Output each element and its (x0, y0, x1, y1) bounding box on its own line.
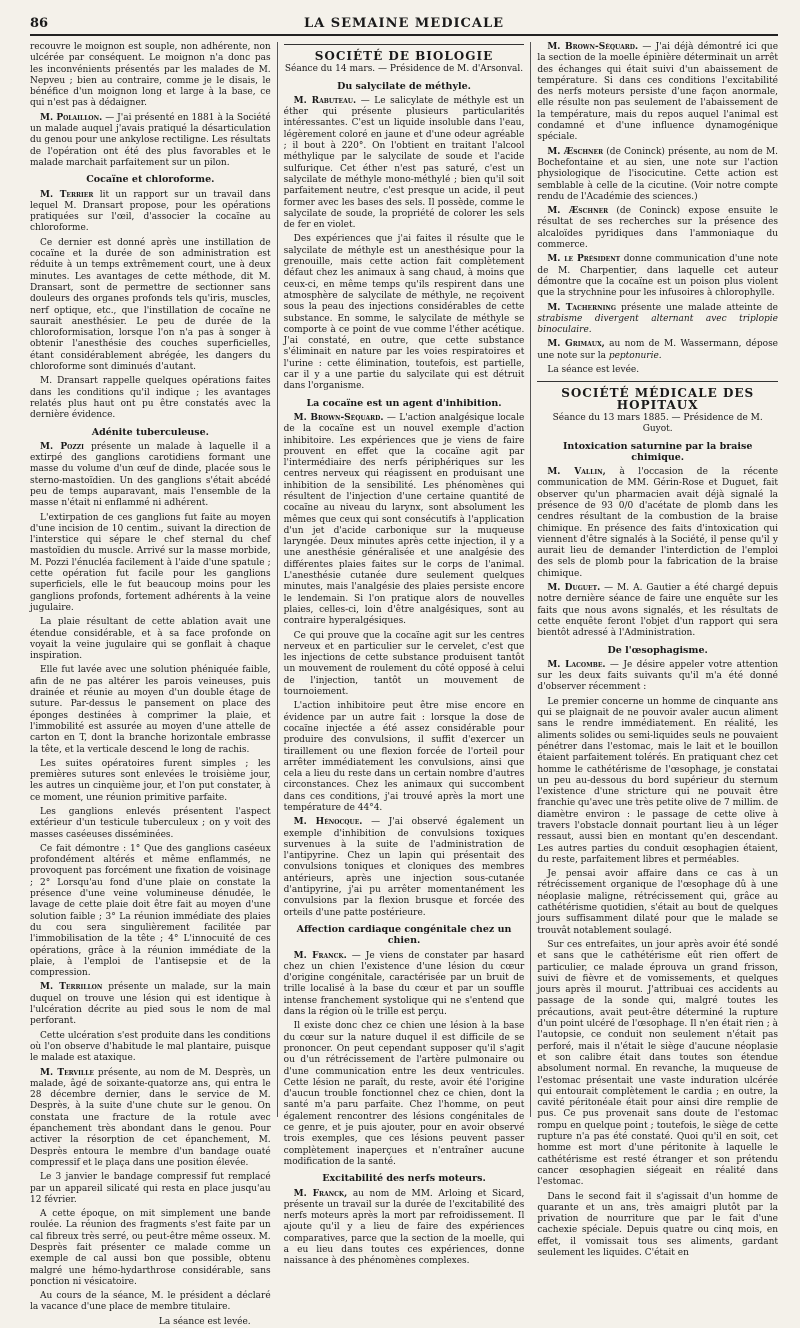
speaker-name: M. Franck, (293, 1188, 348, 1199)
speaker-name: M. Hénocque. (293, 817, 363, 828)
section-heading: Adénite tuberculeuse. (91, 426, 209, 438)
column-2 (283, 42, 525, 1267)
speaker-name: M. Polaillon. (40, 112, 103, 123)
running-header (30, 12, 778, 36)
section-heading: Du salycilate de méthyle. (337, 80, 471, 92)
speaker-text: — Le salicylate de méthyle est un éther qui présente plusieurs particularités intéressantes. C'est un liquide insoluble dans l'eau, légèrement coloré en jaune et d'une odeur agréable ; il bout à 220°. On l'obtient en traitant l'alcool méthylique par le salycilate de soude et l'acide sulfurique. Cet éther n'est pas saturé, c'est un salycilate de méthyle mono-méthylé ; bien qu'il soit parfaitement neutre, c'est presque un acide, il peut former avec les bases des sels. Il possède, comme le salycilate de soude, la propriété de colorer les sels de fer en violet. (283, 95, 525, 231)
society-title: SOCIÉTÉ MÉDICALE DES HOPITAUX (561, 386, 755, 412)
speaker-text: — Je viens de constater par hasard chez un chien l'existence d'une lésion du cœur d'origine congénitale, caractérisée par un bruit de trille localisé à la base du cœur et par un souffle intense franchement systolique qui ne s'entend que dans la région où le trille est perçu. (283, 950, 525, 1018)
paragraph (30, 442, 271, 510)
paragraph: Le premier concerne un homme de cinquante ans qui se plaignait de ne pouvoir avaler aucun aliment sans le rendre immédiatement. En réalité, les aliments solides ou semi-liquides seuls ne pouvaient pénétrer dans l'estomac, mais le lait et le bouillon étaient parfaitement tolérés. En pratiquant chez cet homme le cathétérisme de l'œsophage, je constatai un peu au-dessous du bord supérieur du sternum l'existence d'une stricture qui ne pouvait être franchie qu'avec une très petite olive de 7 millim. de diamètre environ : le passage de cette olive à travers l'obstacle donnait pourtant lieu à un léger ressaut, aussi bien en montant qu'en descendant. Les autres parties du conduit œsophagien étaient, du reste, parfaitement libres et perméables. (537, 696, 779, 865)
speaker-text: présente un malade, sur la main duquel on trouve une lésion qui est identique à l'ulcération décrite au pied sous le nom de mal perforant. (30, 982, 271, 1027)
speaker-name: M. Tacherning (547, 302, 616, 313)
paragraph (537, 147, 778, 203)
paragraph (537, 42, 778, 144)
speaker-text: au nom de MM. Arloing et Sicard, présente un travail sur la durée de l'excitabilité des nerfs moteurs après la mort par refroidissement. Il ajoute qu'il y a lieu de faire des expériences comparatives, parce que la section de la moelle, qui a eu lieu dans toutes ces expériences, donne naissance à des phénomènes complexes. (283, 1188, 525, 1267)
paragraph (537, 303, 778, 337)
speaker-text: au nom de M. Wassermann, dépose une note sur la (537, 339, 779, 361)
column-3 (537, 42, 779, 1258)
speaker-text: — M. A. Gautier a été chargé depuis notre dernière séance de faire une enquête sur les faits que nous avons signalés, et les résultats de cette enquête feront l'objet d'un rapport qui sera bientôt adressé à l'Administration. (537, 583, 779, 639)
speaker-name: M. Pozzi (40, 441, 84, 452)
speaker-name: M. Brown-Séquard. (293, 412, 384, 423)
section-heading: Intoxication saturnine par la braise chimique. (562, 440, 753, 463)
paragraph: Je pensai avoir affaire dans ce cas à un rétrécissement organique de l'œsophage dû à une néoplasie maligne, rétrécissement qui, grâce au cathétérisme quotidien, s'était au bout de quelques jours suffisamment dilaté pour que le malade se trouvât notablement soulagé. (537, 869, 779, 936)
session-info: Séance du 14 mars. — Présidence de M. d'Arsonval. (284, 64, 524, 75)
column-rule (277, 42, 278, 1117)
section-heading: Cocaïne et chloroforme. (86, 174, 215, 186)
section-heading: Excitabilité des nerfs moteurs. (322, 1173, 486, 1185)
paragraph: L'action inhibitoire peut être mise encore en évidence par un autre fait : lorsque la dose de cocaïne injectée a été assez considérable pour produire des convulsions, il suffit d'exercer un tiraillement ou une flexion forcée de l'orteil pour arrêter immédiatement les convulsions, ainsi que cela a lieu du reste dans un certain nombre d'autres circonstances. Chez les animaux qui succombent dans ces conditions, j'ai trouvé après la mort une température de 44°4. (283, 701, 525, 813)
paragraph: Elle fut lavée avec une solution phéniquée faible, afin de ne pas altérer les parois veineuses, puis drainée et réunie au moyen d'un double étage de suture. Par-dessus le pansement on place des éponges destinées à comprimer la plaie, et l'immobilité est assurée au moyen d'une attelle de carton en T, dont la branche horizontale embrasse la tête, et la verticale descend le long de rachis. (30, 665, 271, 755)
speaker-text: présente, au nom de M. Desprès, un malade, âgé de soixante-quatorze ans, qui entra le 28 décembre dernier, dans le service de M. Desprès, à la suite d'une chute sur le genou. On constata une fracture de la rotule avec épanchement très abondant dans le genou. Pour activer la résorption de cet épanchement, M. Desprès entoura le membre d'un bandage ouaté compressif et le plaça dans une position élevée. (30, 1067, 271, 1168)
paragraph: Les ganglions enlevés présentent l'aspect extérieur d'un testicule tuberculeux ; on y voit des masses caséeuses disséminées. (30, 807, 271, 840)
speaker-text: donne communication d'une note de M. Charpentier, dans laquelle cet auteur démontre que la cocaïne est un poison plus violent que la strychnine pour les infusoires à chlorophylle. (537, 254, 779, 299)
paragraph (284, 413, 525, 628)
paragraph (284, 96, 525, 232)
speaker-text: — L'action analgésique locale de la cocaïne est un nouvel exemple d'action inhibitoire. Les expériences que je viens de faire prouvent en effet que la cocaïne agit par l'intermédiaire des nerfs périphériques sur les centres nerveux qui réagissent en produisant une inhibition de la sensibilité. Les phénomènes qui résultent de l'injection d'une certaine quantité de cocaïne au niveau du larynx, sont absolument les mêmes que ceux qui sont consécutifs à l'application d'un jet d'acide carbonique sur la muqueuse laryngée. Deux minutes après cette injection, il y a une anesthésie généralisée et une analgésie des différentes plaies faites sur le corps de l'animal. L'anesthésie cutanée dure seulement quelques minutes, mais l'analgésie des plaies persiste encore le lendemain. Si l'on pratique alors de nouvelles plaies, celles-ci, loin d'être analgésiques, sont au contraire hyperalgésiques. (283, 412, 525, 627)
paragraph (537, 339, 778, 362)
speaker-text: — J'ai déjà démontré ici que la section de la moelle épinière déterminait un arrêt des échanges qui était suivi d'un abaissement de température. Si dans ces conditions l'excitabilité des nerfs moteurs persiste d'une façon anormale, elle résulte non pas seulement de l'abaissement de la température, mais du repos auquel l'animal est condamné et d'une influence dynamogénique spéciale. (537, 42, 779, 143)
paragraph (537, 583, 778, 639)
paragraph (537, 206, 778, 251)
speaker-name: M. Æschner (547, 206, 609, 217)
paragraph: Le 3 janvier le bandage compressif fut remplacé par un appareil silicaté qui resta en place jusqu'au 12 février. (30, 1172, 271, 1205)
speaker-text: (de Coninck) expose ensuite le résultat de ses recherches sur la présence des alcaloïdes pyridiques dans l'ammoniaque du commerce. (537, 206, 779, 251)
speaker-name: M. Æschner (547, 146, 604, 157)
paragraph: Ce dernier est donné après une instillation de cocaïne et la durée de son administration est réduite à un temps extrêmement court, une à deux minutes. Les avantages de cette méthode, dit M. Dransart, sont de permettre de sectionner sans douleurs des organes profonds tels qu'iris, muscles, nerf optique, etc., que l'instillation de cocaïne ne saurait anesthésier. Le peu de durée de la chloroformisation, lorsque l'on n'a pas à songer à obtenir l'anesthésie des couches superficielles, étant considérablement abrégée, les dangers du chloroforme sont diminués d'autant. (30, 237, 271, 373)
speaker-text: à l'occasion de la récente communication de MM. Gérin-Rose et Duguet, fait observer qu'un pharmacien avait déjà signalé la présence de 93 0/0 d'acétate de plomb dans les cendres résultant de la combustion de la braise chimique. En présence des faits d'intoxication qui viennent d'être signalés à la Société, il pense qu'il y aurait lieu de demander l'interdiction de l'emploi des sels de plomb pour la fabrication de la braise chimique. (537, 467, 779, 579)
speaker-name: M. Vallin, (547, 467, 606, 478)
speaker-name: M. Lacombe. (547, 659, 606, 670)
session-closed: La séance est levée. (158, 1316, 251, 1327)
speaker-name: M. Grimaux, (547, 339, 605, 350)
speaker-name: M. le Président (547, 254, 621, 265)
paragraph: Des expériences que j'ai faites il résulte que le salycilate de méthyle est un anesthésique pour la grenouille, mais cette action fait complètement défaut chez les animaux à sang chaud, à moins que ceux-ci, en même temps qu'ils respirent dans une atmosphère de salycilate de méthyle, ne reçoivent sous la peau des injections considérables de cette substance. En somme, le salycilate de méthyle se comporte à ce point de vue comme l'éther acétique. J'ai constaté, en outre, que cette substance s'éliminait en nature par les voies respiratoires et l'urine : cette élimination, toutefois, est partielle, car il y a une partie du salycilate qui est détruit dans l'organisme. (283, 234, 525, 392)
columns (30, 42, 779, 1327)
speaker-name: M. Rabuteau. (293, 95, 357, 106)
paragraph (284, 951, 525, 1019)
paragraph: Ce fait démontre : 1° Que des ganglions caséeux profondément altérés et même enflammés, ne provoquent pas forcément une fixation de voisinage ; 2° Lorsqu'au fond d'une plaie on constate la présence d'une veine volumineuse dénudée, le lavage de cette plaie doit être fait au moyen d'une solution faible ; 3° La réunion immédiate des plaies du cou sera singulièrement facilitée par l'immobilisation de la tête ; 4° L'innocuité de ces opérations, grâce à la réunion immédiate de la plaie, à l'emploi de l'antisepsie et de la compression. (30, 843, 271, 979)
italic-text: peptonurie. (608, 350, 662, 361)
page-number: 86 (30, 15, 49, 31)
paragraph: Dans le second fait il s'agissait d'un homme de quarante et un ans, très amaigri plutôt par la privation de nourriture que par le fait d'une cachexie spéciale. Depuis quatre ou cinq mois, en effet, il vomissait tous ses aliments, gardant seulement les liquides. C'était en (537, 1191, 779, 1258)
paragraph: Il existe donc chez ce chien une lésion à la base du cœur sur la nature duquel il est difficile de se prononcer. On peut cependant supposer qu'il s'agit ou d'un rétrécissement de l'artère pulmonaire ou d'une communication entre les deux ventricules. Cette lésion ne paraît, du reste, avoir été l'origine d'aucun trouble fonctionnel chez ce chien, dont la santé m'a paru parfaite. Chez l'homme, on peut également rencontrer des lésions congénitales de ce genre, et je puis ajouter, pour en avoir observé trois exemples, que ces lésions peuvent passer complètement inaperçues et n'entraîner aucune modification de la santé. (283, 1021, 525, 1167)
paragraph: Ce qui prouve que la cocaïne agit sur les centres nerveux et en particulier sur le cervelet, c'est que les injections de cette substance produisent tantôt un mouvement de roulement du côté opposé à celui de l'injection, tantôt un mouvement de tournoiement. (283, 630, 525, 698)
speaker-text: (de Coninck) présente, au nom de M. Bochefontaine et au sien, une note sur l'action physiologique de l'isocicutine. Cette action est semblable à celle de la cicutine. (Voir notre compte rendu de l'Académie des sciences.) (537, 146, 779, 202)
speaker-name: M. Terrier (40, 189, 94, 200)
paragraph: La plaie résultant de cette ablation avait une étendue considérable, et à sa face profonde on voyait la veine jugulaire qui se gonflait à chaque inspiration. (30, 617, 271, 662)
society-title: SOCIÉTÉ DE BIOLOGIE (314, 49, 494, 63)
paragraph (30, 982, 271, 1027)
journal-title: LA SEMAINE MEDICALE (303, 15, 505, 31)
paragraph (30, 1068, 271, 1170)
speaker-name: M. Brown-Séquard. (547, 42, 639, 52)
session-info: Séance du 13 mars 1885. — Présidence de M. Guyot. (552, 412, 763, 435)
speaker-name: M. Terville (40, 1067, 94, 1078)
paragraph: Sur ces entrefaites, un jour après avoir été sondé et sans que le cathétérisme eût rien offert de particulier, ce malade éprouva un grand frisson, suivi de fièvre et de vomissements, et quelques jours après il mourut. J'attribuai ces accidents au passage de la sonde qui, malgré toutes les précautions, avait peut-être déterminé la rupture d'un point ulcéré de l'œsophage. Il n'en était rien ; à l'autopsie, ce conduit non seulement n'était pas perforé, mais il n'était le siège d'aucune néoplasie et son calibre était dans toutes son étendue absolument normal. En revanche, la muqueuse de l'estomac présentait une vaste induration ulcérée qui entourait complètement le cardia ; en outre, la cavité péritonéale était pour ainsi dire remplie de pus. Ce pus provenait sans doute de l'estomac rompu en quelque point ; toutefois, le siège de cette rupture n'a pas été constaté. Quoi qu'il en soit, cet homme est mort d'une péritonite à laquelle le cathétérisme est resté étranger et son prétendu cancer œsophagien siégeait en réalité dans l'estomac. (537, 939, 779, 1188)
speaker-text: présente une malade atteinte de (616, 302, 778, 313)
speaker-text: — J'ai observé également un exemple d'inhibition de convulsions toxiques survenues à la suite de l'administration de l'antipyrine. Chez un lapin qui présentait des convulsions toniques et cloniques des membres antérieurs, après une injection sous-cutanée d'antipyrine, j'ai pu arrêter momentanément les convulsions par la flexion brusque et forcée des orteils d'une patte postérieure. (283, 817, 525, 918)
paragraph: Les suites opératoires furent simples ; les premières sutures sont enlevées le troisième jour, les autres un cinquième jour, et l'on put constater, à ce moment, une réunion primitive parfaite. (30, 758, 271, 803)
paragraph (284, 817, 525, 919)
paragraph: recouvre le moignon est souple, non adhérente, non ulcérée par conséquent. Le moignon n'a donc pas les inconvénients présentés par les malades de M. Nepveu ; bien au contraire, comme je le disais, le bénéfice d'un moignon long et large à la base, ce qui n'est pas à dédaigner. (30, 42, 271, 109)
column-rule (530, 42, 531, 1117)
session-closed: La séance est levée. (547, 365, 640, 376)
section-heading: La cocaïne est un agent d'inhibition. (306, 397, 502, 409)
speaker-name: M. Terrillon (40, 982, 103, 993)
paragraph: M. Dransart rappelle quelques opérations faites dans les conditions qu'il indique ; les avantages relatés plus haut ont pu être constatés avec la dernière évidence. (30, 376, 271, 421)
paragraph (537, 660, 778, 694)
paragraph: Au cours de la séance, M. le président a déclaré la vacance d'une place de membre titulaire. (30, 1291, 271, 1313)
italic-text: strabisme divergent alternant avec triplopie binoculaire. (537, 313, 779, 336)
speaker-text: — Je désire appeler votre attention sur les deux faits suivants qu'il m'a été donné d'observer récemment : (537, 659, 779, 693)
section-heading: De l'œsophagisme. (607, 644, 708, 656)
paragraph (284, 1189, 525, 1268)
paragraph (30, 190, 271, 235)
speaker-text: — J'ai présenté en 1881 à la Société un malade auquel j'avais pratiqué la désarticulation du genou pour une ankylose rectiligne. Les résultats de l'opération ont été des plus favorables et le malade marchait parfaitement sur un pilon. (30, 112, 271, 168)
paragraph: A cette époque, on mit simplement une bande roulée. La réunion des fragments s'est faite par un cal fibreux très serré, ou peut-être même osseux. M. Desprès fait présenter ce malade comme un exemple de cal aussi bon que possible, obtenu malgré une hémo-hydarthrose considérable, sans ponction ni vésicatoire. (30, 1209, 271, 1287)
paragraph: L'extirpation de ces ganglions fut faite au moyen d'une incision de 10 centim., suivant la direction de l'interstice qui sépare le chef sternal du chef mastoïdien du muscle. Arrivé sur la masse morbide, M. Pozzi l'énucléa facilement à l'aide d'une spatule ; cette opération fut facile pour les ganglions superficiels, elle le fut beaucoup moins pour les ganglions profonds, fortement adhérents à la veine jugulaire. (30, 512, 271, 613)
section-heading: Affection cardiaque congénitale chez un chien. (296, 923, 512, 947)
paragraph (537, 254, 778, 299)
speaker-name: M. Franck. (293, 950, 347, 961)
speaker-text: lit un rapport sur un travail dans lequel M. Dransart propose, pour les opérations pratiquées sur l'œil, d'associer la cocaïne au chloroforme. (30, 189, 271, 234)
column-1 (30, 42, 271, 1327)
paragraph (30, 113, 271, 169)
divider (284, 44, 525, 45)
speaker-name: M. Duguet. (547, 583, 601, 594)
speaker-text: présente un malade à laquelle il a extirpé des ganglions carotidiens formant une masse du volume d'un œuf de dinde, placée sous le sterno-mastoïdien. Un des ganglions s'était abcédé peu de temps auparavant, mais l'ensemble de la masse n'était ni enflammé ni adhérent. (30, 441, 271, 509)
divider (537, 381, 778, 382)
paragraph: Cette ulcération s'est produite dans les conditions où l'on observe d'habitude le mal plantaire, puisque le malade est ataxique. (30, 1030, 271, 1064)
paragraph (537, 467, 778, 580)
